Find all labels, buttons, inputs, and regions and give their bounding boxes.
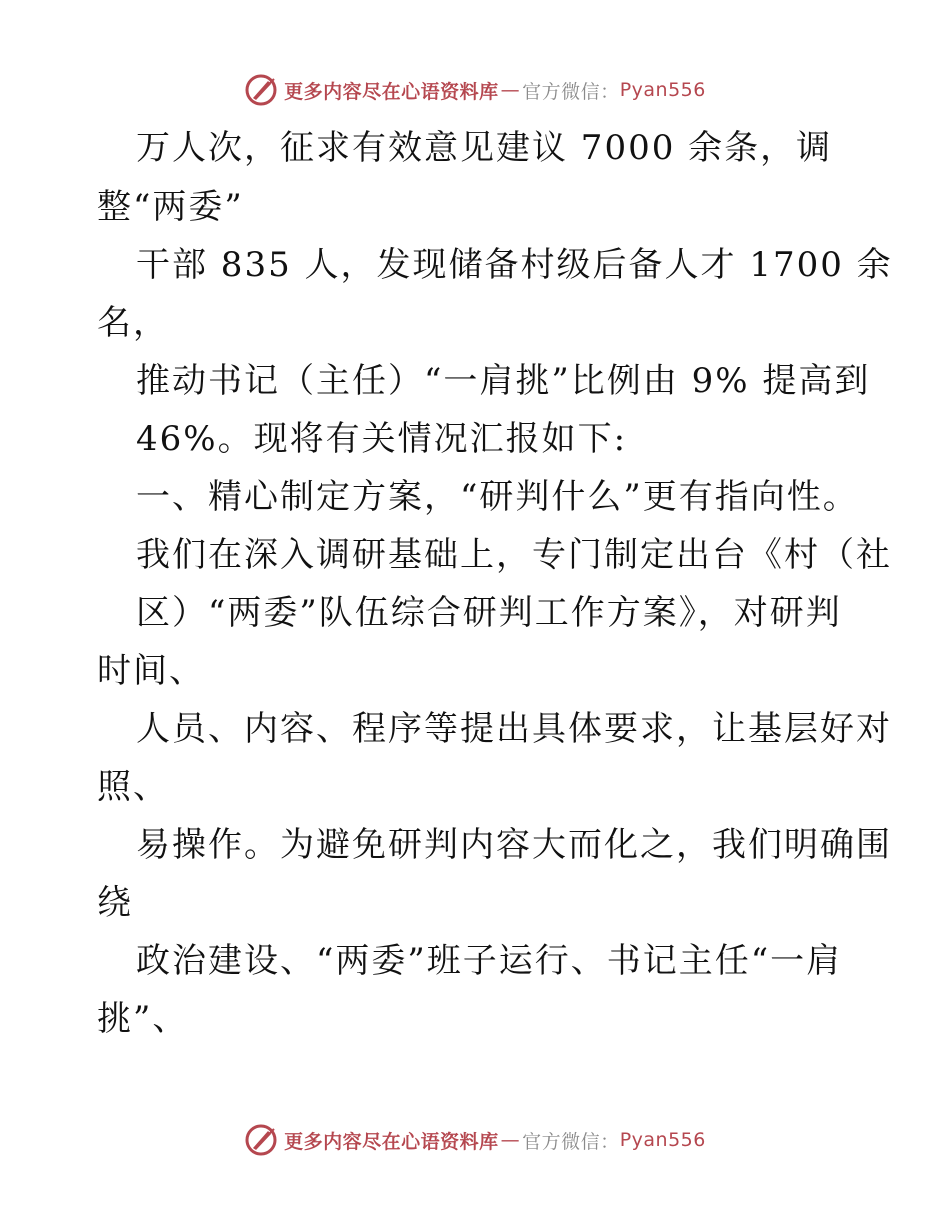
text-line: 绕	[97, 883, 133, 923]
watermark-dash: —	[500, 79, 521, 101]
text-line: 政治建设、“两委”班子运行、书记主任“一肩	[136, 941, 843, 981]
text-line: 挑”、	[97, 999, 189, 1039]
watermark-main-text: 更多内容尽在心语资料库	[284, 1130, 499, 1153]
section-heading: 一、精心制定方案，“研判什么”更有指向性。	[136, 477, 859, 517]
text-line: 万人次，征求有效意见建议 7000 余条，调	[136, 128, 833, 168]
text-line: 推动书记（主任）“一肩挑”比例由 9% 提高到	[136, 361, 871, 401]
quill-logo-icon	[244, 1123, 278, 1157]
text-line: 人员、内容、程序等提出具体要求，让基层好对	[136, 709, 892, 749]
text-line: 易操作。为避免研判内容大而化之，我们明确围	[136, 825, 892, 865]
text-line: 名，	[97, 303, 169, 343]
watermark-sub-text: 官方微信：	[522, 80, 620, 103]
text-line: 区）“两委”队伍综合研判工作方案》，对研判	[136, 593, 842, 633]
text-line: 46%。现将有关情况汇报如下:	[136, 419, 628, 459]
text-line: 照、	[97, 767, 169, 807]
watermark-wechat-id: Pyan556	[619, 1129, 706, 1151]
watermark-main-text: 更多内容尽在心语资料库	[284, 80, 499, 103]
text-line: 整“两委”	[97, 187, 244, 227]
watermark-sub-text: 官方微信：	[522, 1130, 620, 1153]
text-line: 干部 835 人，发现储备村级后备人才 1700 余	[136, 245, 893, 285]
text-line: 时间、	[97, 651, 205, 691]
text-line: 我们在深入调研基础上，专门制定出台《村（社	[136, 535, 892, 575]
watermark-dash: —	[500, 1129, 521, 1151]
footer-watermark	[0, 1120, 950, 1160]
watermark-wechat-id: Pyan556	[619, 79, 706, 101]
